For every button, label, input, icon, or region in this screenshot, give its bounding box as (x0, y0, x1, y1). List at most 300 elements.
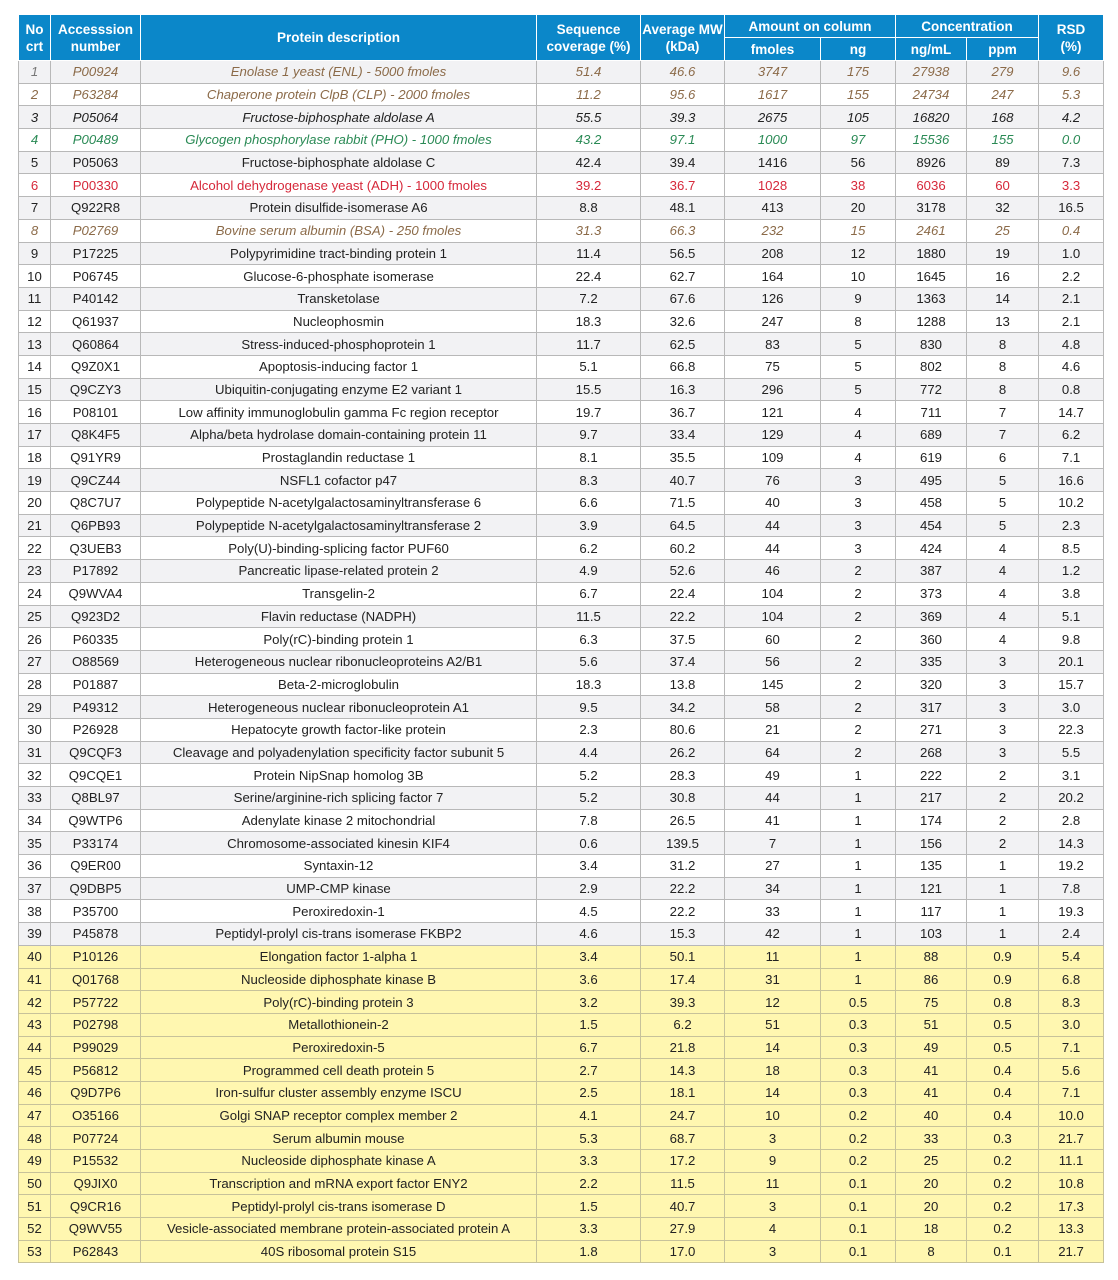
cell-average-mw: 66.3 (641, 219, 725, 242)
table-row (19, 991, 1104, 1014)
cell-ng: 2 (821, 582, 896, 605)
cell-ppm: 60 (967, 174, 1039, 197)
cell-sequence-coverage: 4.4 (537, 741, 641, 764)
cell-average-mw: 14.3 (641, 1059, 725, 1082)
cell-rsd: 3.0 (1039, 696, 1104, 719)
header-sequence-coverage: Sequence coverage (%) (537, 15, 641, 61)
cell-sequence-coverage: 11.2 (537, 83, 641, 106)
cell-accession: Q9Z0X1 (51, 355, 141, 378)
cell-rsd: 9.8 (1039, 628, 1104, 651)
cell-fmoles: 7 (725, 832, 821, 855)
cell-average-mw: 68.7 (641, 1127, 725, 1150)
cell-description: Transgelin-2 (141, 582, 537, 605)
cell-no: 52 (19, 1218, 51, 1241)
cell-ng-per-ml: 268 (896, 741, 967, 764)
cell-ppm: 0.9 (967, 945, 1039, 968)
cell-fmoles: 11 (725, 945, 821, 968)
cell-description: Polypeptide N-acetylgalactosaminyltransferase 6 (141, 492, 537, 515)
cell-ng: 105 (821, 106, 896, 129)
cell-ng: 4 (821, 424, 896, 447)
cell-ng: 1 (821, 832, 896, 855)
cell-ng-per-ml: 121 (896, 877, 967, 900)
cell-ng: 2 (821, 696, 896, 719)
cell-description: Prostaglandin reductase 1 (141, 446, 537, 469)
cell-fmoles: 56 (725, 650, 821, 673)
cell-rsd: 20.2 (1039, 787, 1104, 810)
table-row (19, 83, 1104, 106)
cell-accession: P56812 (51, 1059, 141, 1082)
cell-fmoles: 1000 (725, 129, 821, 152)
cell-average-mw: 71.5 (641, 492, 725, 515)
cell-rsd: 22.3 (1039, 718, 1104, 741)
cell-fmoles: 31 (725, 968, 821, 991)
cell-ng-per-ml: 51 (896, 1013, 967, 1036)
cell-sequence-coverage: 42.4 (537, 151, 641, 174)
cell-accession: P00489 (51, 129, 141, 152)
cell-ng-per-ml: 802 (896, 355, 967, 378)
cell-ng: 97 (821, 129, 896, 152)
cell-accession: Q01768 (51, 968, 141, 991)
cell-fmoles: 3 (725, 1240, 821, 1263)
cell-accession: P35700 (51, 900, 141, 923)
table-row (19, 787, 1104, 810)
cell-average-mw: 18.1 (641, 1081, 725, 1104)
cell-sequence-coverage: 6.7 (537, 582, 641, 605)
cell-sequence-coverage: 6.3 (537, 628, 641, 651)
cell-ng-per-ml: 360 (896, 628, 967, 651)
table-row (19, 877, 1104, 900)
cell-sequence-coverage: 39.2 (537, 174, 641, 197)
cell-average-mw: 60.2 (641, 537, 725, 560)
cell-fmoles: 14 (725, 1081, 821, 1104)
cell-ppm: 247 (967, 83, 1039, 106)
cell-description: Cleavage and polyadenylation specificity factor subunit 5 (141, 741, 537, 764)
cell-no: 22 (19, 537, 51, 560)
cell-ng-per-ml: 75 (896, 991, 967, 1014)
table-row (19, 582, 1104, 605)
cell-ppm: 0.9 (967, 968, 1039, 991)
cell-rsd: 10.2 (1039, 492, 1104, 515)
cell-average-mw: 46.6 (641, 61, 725, 84)
cell-ng-per-ml: 458 (896, 492, 967, 515)
cell-sequence-coverage: 3.6 (537, 968, 641, 991)
table-row (19, 560, 1104, 583)
cell-fmoles: 3 (725, 1195, 821, 1218)
cell-ng-per-ml: 2461 (896, 219, 967, 242)
cell-ng-per-ml: 1645 (896, 265, 967, 288)
cell-ng-per-ml: 49 (896, 1036, 967, 1059)
cell-accession: P33174 (51, 832, 141, 855)
cell-sequence-coverage: 5.2 (537, 764, 641, 787)
table-row (19, 832, 1104, 855)
cell-rsd: 2.8 (1039, 809, 1104, 832)
cell-accession: P17225 (51, 242, 141, 265)
cell-average-mw: 40.7 (641, 469, 725, 492)
cell-rsd: 15.7 (1039, 673, 1104, 696)
cell-accession: P45878 (51, 923, 141, 946)
header-ng: ng (821, 38, 896, 61)
cell-ng-per-ml: 830 (896, 333, 967, 356)
cell-accession: Q3UEB3 (51, 537, 141, 560)
cell-ng-per-ml: 20 (896, 1172, 967, 1195)
cell-rsd: 2.1 (1039, 310, 1104, 333)
table-row (19, 1059, 1104, 1082)
table-row (19, 537, 1104, 560)
cell-sequence-coverage: 6.6 (537, 492, 641, 515)
cell-fmoles: 145 (725, 673, 821, 696)
cell-rsd: 8.5 (1039, 537, 1104, 560)
cell-ppm: 4 (967, 560, 1039, 583)
cell-ppm: 7 (967, 424, 1039, 447)
cell-fmoles: 3 (725, 1127, 821, 1150)
cell-sequence-coverage: 4.9 (537, 560, 641, 583)
cell-description: Heterogeneous nuclear ribonucleoprotein A1 (141, 696, 537, 719)
cell-description: Vesicle-associated membrane protein-associated protein A (141, 1218, 537, 1241)
cell-sequence-coverage: 8.3 (537, 469, 641, 492)
cell-accession: P06745 (51, 265, 141, 288)
cell-ng: 175 (821, 61, 896, 84)
cell-description: Glycogen phosphorylase rabbit (PHO) - 1000 fmoles (141, 129, 537, 152)
cell-description: Peroxiredoxin-1 (141, 900, 537, 923)
cell-ppm: 3 (967, 673, 1039, 696)
cell-description: Fructose-biphosphate aldolase C (141, 151, 537, 174)
table-row (19, 219, 1104, 242)
cell-rsd: 5.4 (1039, 945, 1104, 968)
cell-average-mw: 37.4 (641, 650, 725, 673)
cell-ppm: 4 (967, 628, 1039, 651)
cell-no: 37 (19, 877, 51, 900)
cell-no: 11 (19, 287, 51, 310)
cell-sequence-coverage: 5.6 (537, 650, 641, 673)
cell-description: Transcription and mRNA export factor ENY2 (141, 1172, 537, 1195)
cell-description: Poly(rC)-binding protein 1 (141, 628, 537, 651)
cell-average-mw: 26.2 (641, 741, 725, 764)
cell-average-mw: 36.7 (641, 174, 725, 197)
cell-sequence-coverage: 1.5 (537, 1013, 641, 1036)
cell-ng: 0.5 (821, 991, 896, 1014)
cell-fmoles: 44 (725, 787, 821, 810)
cell-average-mw: 62.7 (641, 265, 725, 288)
cell-fmoles: 64 (725, 741, 821, 764)
cell-rsd: 16.6 (1039, 469, 1104, 492)
table-row (19, 1218, 1104, 1241)
cell-accession: P17892 (51, 560, 141, 583)
cell-fmoles: 247 (725, 310, 821, 333)
cell-ng-per-ml: 24734 (896, 83, 967, 106)
cell-accession: P99029 (51, 1036, 141, 1059)
cell-ng: 2 (821, 605, 896, 628)
cell-no: 17 (19, 424, 51, 447)
table-row (19, 1081, 1104, 1104)
cell-ppm: 0.3 (967, 1127, 1039, 1150)
cell-sequence-coverage: 3.2 (537, 991, 641, 1014)
cell-sequence-coverage: 22.4 (537, 265, 641, 288)
cell-ppm: 0.2 (967, 1218, 1039, 1241)
table-row (19, 605, 1104, 628)
cell-ppm: 3 (967, 696, 1039, 719)
cell-rsd: 17.3 (1039, 1195, 1104, 1218)
protein-quantitation-table (18, 14, 1104, 1263)
cell-description: Nucleoside diphosphate kinase A (141, 1150, 537, 1173)
cell-no: 30 (19, 718, 51, 741)
cell-ng: 38 (821, 174, 896, 197)
cell-fmoles: 60 (725, 628, 821, 651)
cell-no: 28 (19, 673, 51, 696)
cell-accession: P10126 (51, 945, 141, 968)
cell-accession: Q61937 (51, 310, 141, 333)
cell-description: Serum albumin mouse (141, 1127, 537, 1150)
cell-no: 12 (19, 310, 51, 333)
cell-sequence-coverage: 3.4 (537, 855, 641, 878)
cell-description: Pancreatic lipase-related protein 2 (141, 560, 537, 583)
cell-fmoles: 44 (725, 514, 821, 537)
table-row (19, 650, 1104, 673)
cell-no: 20 (19, 492, 51, 515)
cell-average-mw: 15.3 (641, 923, 725, 946)
cell-rsd: 0.8 (1039, 378, 1104, 401)
cell-accession: P60335 (51, 628, 141, 651)
cell-ng: 1 (821, 855, 896, 878)
cell-accession: Q91YR9 (51, 446, 141, 469)
cell-sequence-coverage: 7.2 (537, 287, 641, 310)
cell-description: Apoptosis-inducing factor 1 (141, 355, 537, 378)
table-row (19, 310, 1104, 333)
cell-fmoles: 51 (725, 1013, 821, 1036)
table-row (19, 968, 1104, 991)
cell-no: 45 (19, 1059, 51, 1082)
cell-ng: 3 (821, 537, 896, 560)
cell-description: Polypyrimidine tract-binding protein 1 (141, 242, 537, 265)
cell-accession: P02798 (51, 1013, 141, 1036)
table-row (19, 197, 1104, 220)
cell-description: Syntaxin-12 (141, 855, 537, 878)
cell-ng-per-ml: 1363 (896, 287, 967, 310)
cell-ng-per-ml: 320 (896, 673, 967, 696)
cell-average-mw: 37.5 (641, 628, 725, 651)
cell-ng-per-ml: 271 (896, 718, 967, 741)
cell-fmoles: 46 (725, 560, 821, 583)
cell-ng: 1 (821, 900, 896, 923)
cell-sequence-coverage: 5.3 (537, 1127, 641, 1150)
cell-ng-per-ml: 88 (896, 945, 967, 968)
cell-ng-per-ml: 495 (896, 469, 967, 492)
cell-ppm: 0.5 (967, 1013, 1039, 1036)
cell-description: 40S ribosomal protein S15 (141, 1240, 537, 1263)
cell-ng: 0.2 (821, 1150, 896, 1173)
cell-description: Iron-sulfur cluster assembly enzyme ISCU (141, 1081, 537, 1104)
cell-accession: Q8K4F5 (51, 424, 141, 447)
cell-accession: Q9CR16 (51, 1195, 141, 1218)
cell-ppm: 8 (967, 378, 1039, 401)
cell-ng-per-ml: 772 (896, 378, 967, 401)
cell-ng-per-ml: 454 (896, 514, 967, 537)
cell-ng: 20 (821, 197, 896, 220)
cell-fmoles: 33 (725, 900, 821, 923)
cell-ng: 0.2 (821, 1104, 896, 1127)
cell-fmoles: 1617 (725, 83, 821, 106)
cell-ppm: 155 (967, 129, 1039, 152)
table-row (19, 1172, 1104, 1195)
cell-ppm: 2 (967, 787, 1039, 810)
cell-sequence-coverage: 6.2 (537, 537, 641, 560)
cell-description: Adenylate kinase 2 mitochondrial (141, 809, 537, 832)
cell-ng: 56 (821, 151, 896, 174)
cell-fmoles: 104 (725, 582, 821, 605)
cell-sequence-coverage: 2.5 (537, 1081, 641, 1104)
cell-ng-per-ml: 619 (896, 446, 967, 469)
cell-fmoles: 18 (725, 1059, 821, 1082)
cell-accession: P08101 (51, 401, 141, 424)
cell-accession: Q922R8 (51, 197, 141, 220)
cell-sequence-coverage: 18.3 (537, 673, 641, 696)
cell-sequence-coverage: 19.7 (537, 401, 641, 424)
cell-accession: Q9CQE1 (51, 764, 141, 787)
cell-accession: Q9CQF3 (51, 741, 141, 764)
cell-average-mw: 31.2 (641, 855, 725, 878)
cell-fmoles: 75 (725, 355, 821, 378)
table-row (19, 355, 1104, 378)
cell-average-mw: 17.0 (641, 1240, 725, 1263)
cell-description: UMP-CMP kinase (141, 877, 537, 900)
cell-accession: P63284 (51, 83, 141, 106)
cell-sequence-coverage: 15.5 (537, 378, 641, 401)
cell-sequence-coverage: 31.3 (537, 219, 641, 242)
cell-sequence-coverage: 0.6 (537, 832, 641, 855)
cell-ng: 5 (821, 333, 896, 356)
cell-rsd: 14.3 (1039, 832, 1104, 855)
cell-no: 6 (19, 174, 51, 197)
cell-average-mw: 24.7 (641, 1104, 725, 1127)
cell-ppm: 25 (967, 219, 1039, 242)
cell-fmoles: 58 (725, 696, 821, 719)
cell-fmoles: 104 (725, 605, 821, 628)
cell-accession: P57722 (51, 991, 141, 1014)
cell-sequence-coverage: 8.8 (537, 197, 641, 220)
cell-average-mw: 30.8 (641, 787, 725, 810)
cell-no: 26 (19, 628, 51, 651)
cell-average-mw: 52.6 (641, 560, 725, 583)
cell-average-mw: 34.2 (641, 696, 725, 719)
cell-description: Hepatocyte growth factor-like protein (141, 718, 537, 741)
cell-accession: Q9ER00 (51, 855, 141, 878)
cell-no: 31 (19, 741, 51, 764)
cell-description: Alpha/beta hydrolase domain-containing protein 11 (141, 424, 537, 447)
table-row (19, 129, 1104, 152)
cell-no: 1 (19, 61, 51, 84)
cell-fmoles: 42 (725, 923, 821, 946)
cell-ng: 2 (821, 718, 896, 741)
cell-rsd: 3.0 (1039, 1013, 1104, 1036)
table-row (19, 628, 1104, 651)
cell-fmoles: 296 (725, 378, 821, 401)
cell-average-mw: 17.2 (641, 1150, 725, 1173)
table-row (19, 1104, 1104, 1127)
table-row (19, 378, 1104, 401)
cell-rsd: 4.2 (1039, 106, 1104, 129)
cell-description: Polypeptide N-acetylgalactosaminyltransferase 2 (141, 514, 537, 537)
cell-sequence-coverage: 55.5 (537, 106, 641, 129)
cell-no: 51 (19, 1195, 51, 1218)
cell-description: Ubiquitin-conjugating enzyme E2 variant 1 (141, 378, 537, 401)
cell-description: Golgi SNAP receptor complex member 2 (141, 1104, 537, 1127)
cell-no: 7 (19, 197, 51, 220)
cell-rsd: 7.3 (1039, 151, 1104, 174)
table-row (19, 151, 1104, 174)
cell-ppm: 5 (967, 514, 1039, 537)
cell-description: Poly(U)-binding-splicing factor PUF60 (141, 537, 537, 560)
cell-rsd: 20.1 (1039, 650, 1104, 673)
cell-average-mw: 36.7 (641, 401, 725, 424)
cell-no: 23 (19, 560, 51, 583)
cell-sequence-coverage: 11.5 (537, 605, 641, 628)
cell-rsd: 11.1 (1039, 1150, 1104, 1173)
cell-ng: 0.3 (821, 1036, 896, 1059)
cell-ppm: 5 (967, 492, 1039, 515)
cell-accession: P15532 (51, 1150, 141, 1173)
cell-sequence-coverage: 2.7 (537, 1059, 641, 1082)
cell-ng-per-ml: 117 (896, 900, 967, 923)
cell-ppm: 8 (967, 333, 1039, 356)
cell-fmoles: 129 (725, 424, 821, 447)
cell-no: 38 (19, 900, 51, 923)
table-row (19, 1150, 1104, 1173)
cell-accession: Q60864 (51, 333, 141, 356)
cell-fmoles: 27 (725, 855, 821, 878)
cell-ppm: 0.4 (967, 1104, 1039, 1127)
cell-average-mw: 40.7 (641, 1195, 725, 1218)
table-row (19, 741, 1104, 764)
cell-ng: 2 (821, 673, 896, 696)
cell-rsd: 7.1 (1039, 446, 1104, 469)
cell-fmoles: 164 (725, 265, 821, 288)
cell-ppm: 89 (967, 151, 1039, 174)
cell-ppm: 4 (967, 537, 1039, 560)
cell-sequence-coverage: 9.5 (537, 696, 641, 719)
cell-no: 14 (19, 355, 51, 378)
cell-no: 21 (19, 514, 51, 537)
cell-ng: 1 (821, 923, 896, 946)
cell-ppm: 2 (967, 809, 1039, 832)
cell-average-mw: 13.8 (641, 673, 725, 696)
cell-sequence-coverage: 3.9 (537, 514, 641, 537)
cell-rsd: 5.1 (1039, 605, 1104, 628)
cell-ng-per-ml: 174 (896, 809, 967, 832)
cell-ppm: 3 (967, 741, 1039, 764)
cell-accession: Q6PB93 (51, 514, 141, 537)
cell-sequence-coverage: 2.3 (537, 718, 641, 741)
cell-sequence-coverage: 4.1 (537, 1104, 641, 1127)
cell-accession: P40142 (51, 287, 141, 310)
cell-rsd: 5.5 (1039, 741, 1104, 764)
cell-average-mw: 32.6 (641, 310, 725, 333)
cell-no: 43 (19, 1013, 51, 1036)
cell-ppm: 7 (967, 401, 1039, 424)
cell-rsd: 4.6 (1039, 355, 1104, 378)
cell-sequence-coverage: 2.9 (537, 877, 641, 900)
cell-ng-per-ml: 317 (896, 696, 967, 719)
cell-rsd: 1.0 (1039, 242, 1104, 265)
cell-accession: P00330 (51, 174, 141, 197)
cell-average-mw: 33.4 (641, 424, 725, 447)
cell-accession: P62843 (51, 1240, 141, 1263)
table-row (19, 923, 1104, 946)
header-accession-number: Accesssion number (51, 15, 141, 61)
cell-accession: P00924 (51, 61, 141, 84)
table-row (19, 696, 1104, 719)
cell-no: 29 (19, 696, 51, 719)
cell-ng: 0.1 (821, 1218, 896, 1241)
cell-average-mw: 67.6 (641, 287, 725, 310)
